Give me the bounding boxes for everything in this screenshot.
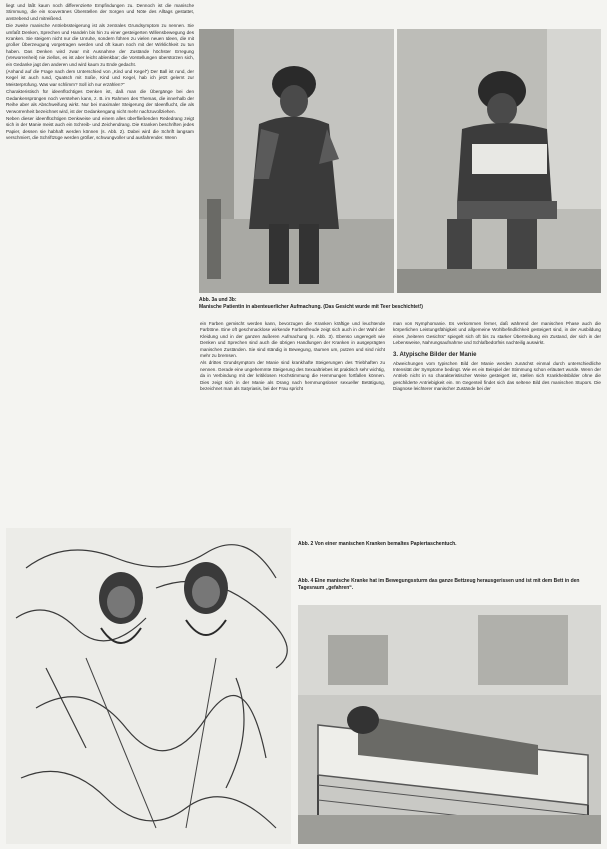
photo-patient-3a bbox=[199, 29, 394, 293]
photo-patient-bed bbox=[298, 605, 601, 844]
middle-text-column bbox=[200, 321, 385, 393]
paragraph: man von Nymphomanie. Es verkommen ferner, daß während der manischen Phase auch die körperlichen Leistungsfähigkeit und allgemeine Wohlbefindlichkeit gesteigert sind, in der Ausbildung eines „heiteren Gesichts“ spiegelt sich oft bis zu starker Übertreibung ein Zustand, der sich in der Lebensweise, Nahrungsaufnahme und Schlafbedürfnis nachteilig auswirkt. bbox=[393, 321, 601, 346]
paragraph: (Anhand auf die Frage nach dem Unterschied von „Kind und Kegel“) Der Ball ist rund, der Kegel ist auch rund, Quatsch mit Soße, Kind und Kegel, hab ich jetzt gelernt zur Meisterprüfung. Was war schlimm? Soll ich nur erzählen?“ bbox=[6, 69, 194, 87]
figure-2-text: Von einer manischen Kranken bemaltes Papiertaschentuch. bbox=[314, 541, 457, 547]
figure-3-caption bbox=[199, 297, 601, 310]
paragraph: Charakteristisch für ideenflüchtiges Denken ist, daß man die Übergänge bei den Gedankensprüngen noch verstehen kann, z. B. im Rahmen des Themas, die innerhalb der Reihe aber als Abschweifung wirkt. Nur bei maximaler Steigerung der Ideenflucht, die als Verworrenheit bezeichnet wird, ist der Gedankengang nicht mehr nachzuvollziehen. bbox=[6, 89, 194, 114]
paragraph: Abweichungen vom typischen Bild der Manie werden zunächst einmal durch unterschiedliche Intensität der Symptome bedingt. Wie es ein Beispiel der Stimmung schon erläutert wurde. Wenn der Antrieb nicht in so charakteristischer Weise gesteigert ist, stellen sich Krankheitsbilder ohne die geschilderte Antriebigkeit ein. Im Gegenteil findet sich das seltene Bild des manischen Stupors. Die Diagnose leichterer manischer Zustände bei der bbox=[393, 360, 601, 392]
figure-2-label: Abb. 2 bbox=[298, 541, 314, 547]
figure-4-caption bbox=[298, 578, 601, 591]
paragraph: ein Farben gemischt werden kann, bevorzugen die Kranken kräftige und leuchtende Farbtöne. Eine oft geschmacklose wirkende Farbenfreude zeigt sich auch in der Wahl der Kleidung und in der ganzen äußeren Aufmachung (s. Abb. 3). Ebenso ungeregelt wie Denken und Sprechen sind auch die übrigen Handlungen der Kranken in ausgeprägten manischen Zuständen. Sie sind ständig in Bewegung, räumen um, putzen und sind nicht mehr zu bremsen. bbox=[200, 321, 385, 359]
figure-2-caption bbox=[298, 541, 601, 548]
right-text-column bbox=[393, 321, 601, 394]
photo-patient-3b bbox=[397, 29, 601, 293]
drawing-painted-tissue bbox=[6, 528, 291, 844]
paragraph: Als drittes Grundsymptom der Manie sind krankhafte Steigerungen des Triebhaften zu nennen. Gerade eine ungehemmte Steigerung des Sexualtriebes ist praktisch sehr wichtig, da in Verbindung mit der kritiklosen Hochstimmung die Hemmungen fortfallen können. Dies zeigt sich in der Manie als Drang nach hemmungsloser sexueller Betätigung, bezeichnet man als Satyriasis, bei der Frau spricht bbox=[200, 360, 385, 392]
paragraph: liegt und läßt kaum noch differenzierte Empfindungen zu. Dennoch ist die manische Stimmung, die ein souveränes Überstellen der Sorgen und Nöte des Alltags gestattet, anstrebend und mitreißend. bbox=[6, 3, 194, 21]
figure-3-text: Manische Patientin in abenteuerlicher Aufmachung. (Das Gesicht wurde mit Teer beschichtet!) bbox=[199, 303, 423, 310]
figure-4-text: Eine manische Kranke hat im Bewegungssturm das ganze Bettzeug herausgerissen und ist mit dem Bett in den Tagesraum „gefahren“. bbox=[298, 578, 580, 591]
figure-4-label: Abb. 4 bbox=[298, 578, 314, 584]
paragraph: Die zweite manische Antriebssteigerung ist als zentrales Grundsymptom zu nennen. Sie umfaßt Denken, Sprechen und Handeln bis hin zu einer gesteigerten Willensbewegung des Kranken. Sie steigern nicht nur die Unruhe, sondern führen zu vielen neuen Ideen, die mit großer Überzeugung vorgetragen werden und oft kaum noch mit der Wirklichkeit zu tun haben. Das Denken wird zwar mit Ausnahme der Zustände höchster Erregung (Verworrenheit) nie ziellos, es ist aber leicht ablenkbar; die Vorstellungen überstürzen sich, ein Gedanke jagt den anderen und wird kaum zu Ende gedacht. bbox=[6, 23, 194, 67]
paragraph: Neben dieser ideenflüchtigen Denkweise und einem alles überfließenden Rededrang zeigt sich in der Manie meist auch ein Schreib- und Zeichendrang. Die Kranken beschriften jedes Papier, dessen sie habhaft werden können (s. Abb. 2). Dabei wird die Schrift langsam verschmiert, die Schriftzüge werden größer, schwungvoller und ausfahrender. Wenn bbox=[6, 115, 194, 141]
left-text-column bbox=[6, 3, 194, 143]
figure-3-label: Abb. 3a und 3b: bbox=[199, 297, 237, 303]
section-heading: 3. Atypische Bilder der Manie bbox=[393, 351, 477, 358]
